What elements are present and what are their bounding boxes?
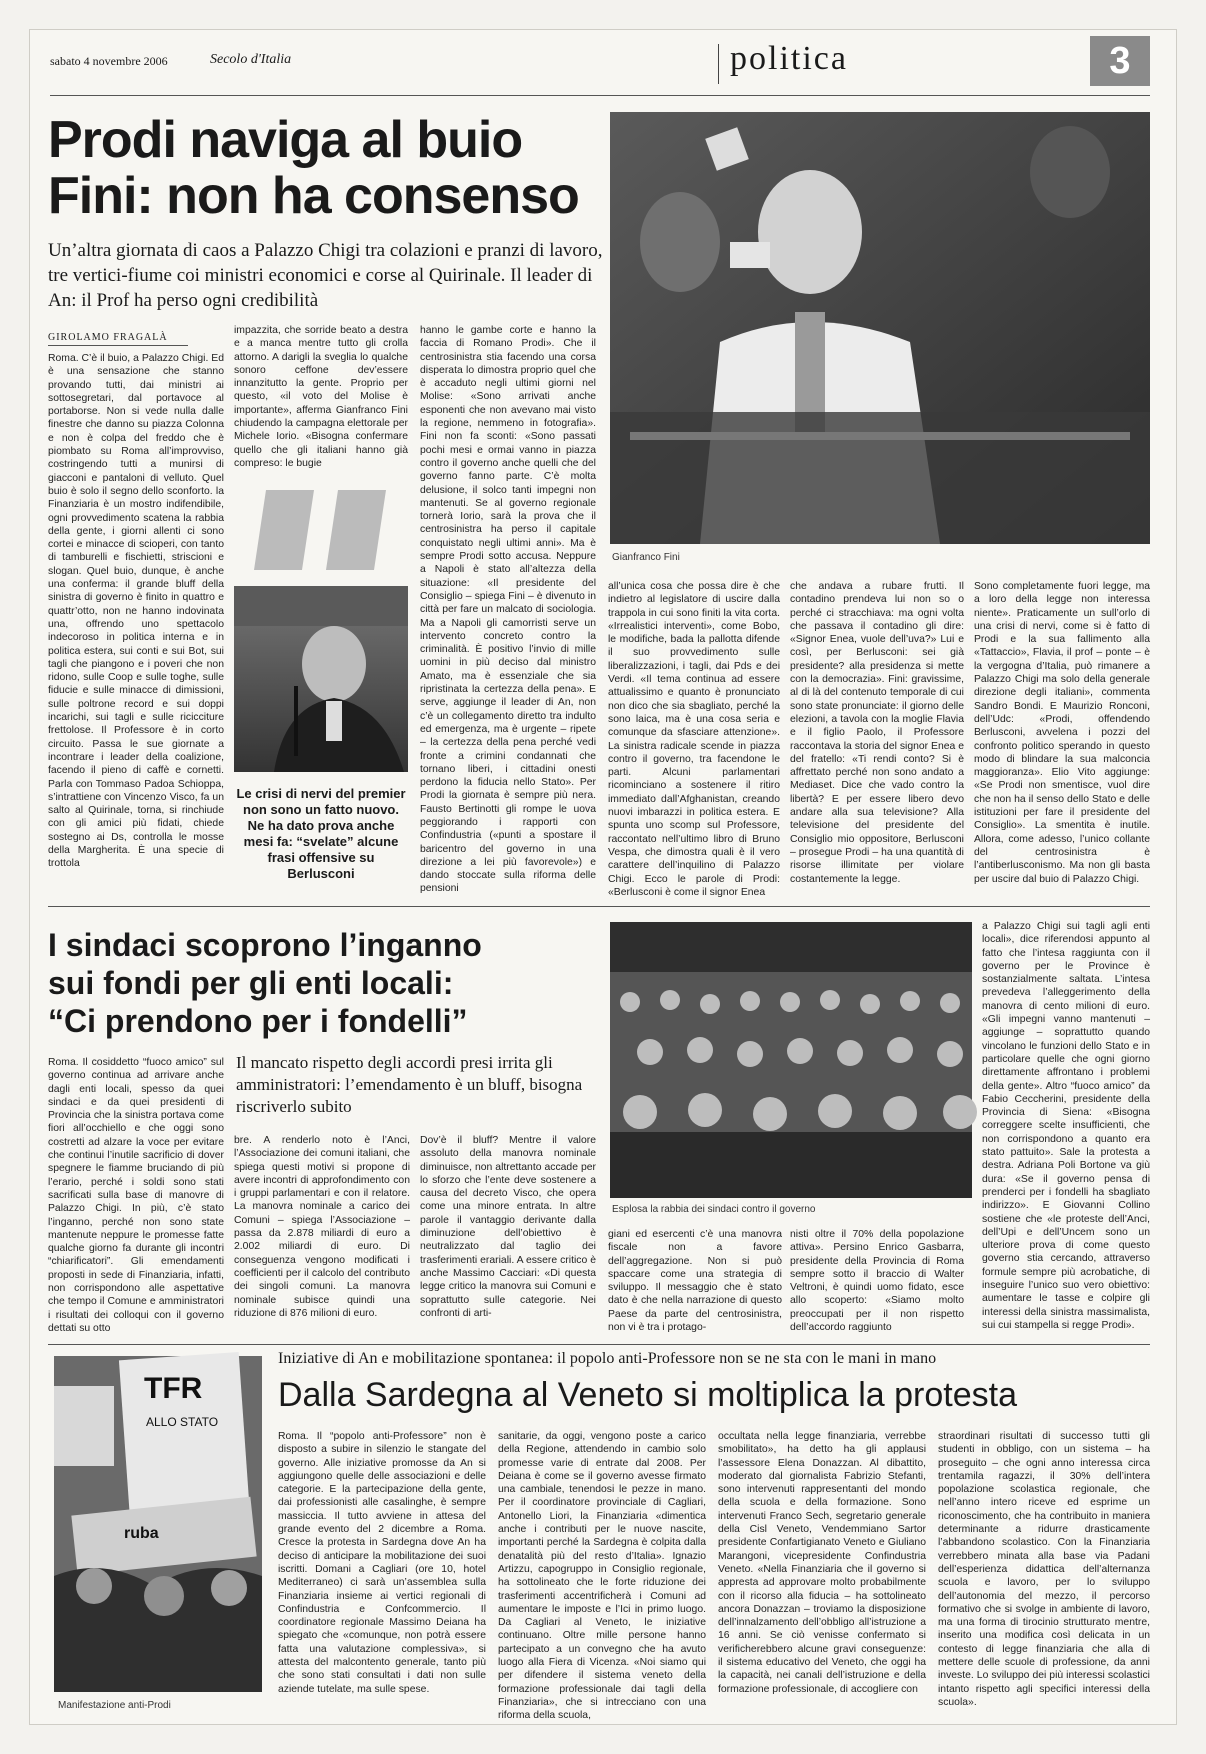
article3-column-3: occultata nella legge finanziaria, verrebbe smobilitato», ha detto ha gli applausi l’assessore Elena Donazzan. Al dibattito, moderato dal giornalista Fabrizio Stefanti, sono intervenuti rappresentanti del mondo della scuola e della formazione. Sono intervenuti Franco Sech, segretario generale della Cisl Veneto, Vendemmiano Sartor presidente Confartigianato Veneto e Giuliano Marangoni, vicepresidente Confindustria Veneto. «Nella Finanziaria che il governo si appresta ad approvare molto probabilmente con il ricorso alla fiducia – ha sottolineato ancora Donazzan – troviamo la disposizione dell’innalzamento dell’obbligo all’istruzione a 16 anni. Se ciò venisse confermato si verificherebbero alcune gravi conseguenze: il sistema educativo del Veneto, che oggi ha la capacità, nei canali dell’istruzione e della formazione professionale, di accogliere con [718, 1431, 926, 1695]
article1-byline: GIROLAMO FRAGALÀ [48, 332, 188, 346]
article1-headline-line1: Prodi naviga al buio [48, 111, 523, 169]
protest-banner-text: ruba [124, 1525, 159, 1542]
prodi-photo [234, 586, 408, 772]
article1-column-2: impazzita, che sorride beato a destra e a manca mentre tutto gli crolla attorno. A darigli la sveglia lo qualche sonoro ceffone dev’essere innanzitutto la gente. Proprio per questo, «il voto del Molise è importante», afferma Gianfranco Fini chiudendo la campagna elettorale per Michele Iorio. «Bisogna confermare quello che gli italiani hanno già compreso: le bugie [234, 325, 408, 469]
decorative-quote-marks [234, 486, 414, 590]
article2-column-1: Roma. Il cosiddetto “fuoco amico” sul governo continua ad arrivare anche dagli enti locali, spesso da quei sindaci e da quei presidenti di Provincia che la sinistra portava come fiori all’occhiello e che oggi sono costretti ad alzare la voce per evitare che continui l’inutile sacrificio di dover spegnere le fiamme bruciando di più l’erario, perché i soldi sono stati sacrificati sulla base di manovre di Palazzo Chigi. In più, c’è stato l’inganno, perché non sono state mantenute neppure le promesse fatte qualche giorno fa durante gli incontri “chiarificatori”. Gli emendamenti proposti in sede di Finanziaria, infatti, non corrispondono alle aspettative che tempo il Comune e amministratori i risultati dei colloqui con il governo dettati su otto [48, 1057, 224, 1334]
article1-column-3: hanno le gambe corte e hanno la faccia di Romano Prodi». Che il centrosinistra stia facendo una corsa disperata lo dimostra proprio quel che è accaduto negli ultimi giorni nel Molise: «Sono arrivati anche esponenti che non avevano mai visto la regione, nemmeno in fotografia». Fini non fa sconti: «Sono passati pochi mesi e ormai vanno in piazza contro il governo anche quelli che del governo fanno parte. C’è molta delusione, il solco tanti impegni non mantenuti. Se al governo regionale tornerà Iorio, sarà la prova che il centrosinistra ha perso il capitale conquistato negli ultimi anni». Ma è sempre Prodi sotto accusa. Neppure a Napoli è stato all’altezza della situazione: «Il presidente del Consiglio – spiega Fini – è divenuto in città per fare un malcato di sociologia. Ma a Napoli gli camorristi serve un intervento concreto contro la criminalità. È positivo l’invio di mille uomini in più deciso dal ministro Amato, ma è essenziale che sia ripristinata la certezza della pena». E serve, aggiunge il leader di An, non c’è un collegamento diretto tra indulto ed emergenza, ma è urgente – ripete – la certezza della pena perché vedi fronte a crimini condannati che tornano liberi, i cittadini onesti perdono la fiducia nello Stato». Per Prodi la giornata è sempre più nera. Fausto Bertinotti gli rompe le uova peggiorando i rapporti con Confindustria («punti a spostare il baricentro del governo in una direzione a lei più favorevole») e dando stoccate sulla riforma delle pensioni [420, 325, 596, 895]
article2-column-5: nisti oltre il 70% della popolazione attiva». Persino Enrico Gasbarra, presidente della Provincia di Roma sempre sotto il braccio di Walter Veltroni, è quindi uomo fidato, esce allo scoperto: «Siamo molto preoccupati per il non rispetto dell’accordo raggiunto [790, 1229, 964, 1334]
issue-date: sabato 4 novembre 2006 [50, 54, 168, 68]
article1-column-4: all’unica cosa che possa dire è che indietro al legislatore di uscire dalla trappola in cui sono finiti la vita corta. «Irrealistici interventi», come Bobo, le modifiche, bada la pallotta difende il suo provvedimento sulle liberalizzazioni, i tagli, dai Pds e dei Verdi. «Il tema continua ad essere attualissimo e quanto è pronunciato non dico che sia sbagliato, perché la sono laica, ma è una cosa seria e comunque da sfasciare attenzione». La sinistra radicale scende in piazza contro il governo, tra facendone le parti. Alcuni parlamentari ricominciano a sostenere il ritiro immediato dall’Afghanistan, creando nuovi imbarazzi in politica estera. E spunta uno scomp sul Professore, raccontato nell’ultimo libro di Bruno Vespa, che dimostra quali è il vero carattere dell’inquilino di Palazzo Chigi. Ecco le parole di Prodi: «Berlusconi è come il signor Enea [608, 581, 780, 898]
article3-column-4: straordinari risultati di successo tutti gli studenti in obbligo, con un sistema – ha proseguito – che ogni anno interessa circa trentamila ragazzi, il 30% dell’intera popolazione scolastica regionale, che nell’anno intero riceve ed esprime un riconoscimento, che ha contribuito in maniera determinante a ridurre drasticamente l’abbandono scolastico. Con la Finanziaria verrebbero minata alla base via Padani dell’esperienza didattica dell’alternanza scuola e lavoro, per lo sviluppo dell’autonomia del mezzo, il percorso formativo che si svolge in ambiente di lavoro, ma una forma di tirocinio strutturato mentre, inserito una modifica così delicata in un contesto di legge finanziaria che alla di mettere delle scuole di professione, da anni investe. Lo sviluppo dei più interessi scolastici intanto rispetto agli specifici interessi della scuola». [938, 1431, 1150, 1708]
article2-column-6: a Palazzo Chigi sui tagli agli enti locali», dice riferendosi appunto al fatto che l’intesa raggiunta con il governo per le Province è sostanzialmente saltata. L’intesa prevedeva l’alleggerimento della manovra di cento milioni di euro. «Gli impegni vanno mantenuti – aggiunge – soprattutto quando vincolano le funzioni dello Stato e in particolare quelle che ogni giorno direttamente affrontano i problemi della gente». Altro “fuoco amico” da Fabio Ceccherini, presidente della Provincia di Siena: «Bisogna correggere scelte insufficienti, che non corrispondono a quanto era stato pattuito». Sale la protesta a destra. Adriana Poli Bortone va giù dura: «Se il governo pensa di prenderci per i fondelli ha sbagliato indirizzo». E Giovanni Collino sostiene che «le proteste dell’Anci, dell’Upi e dell’Uncem sono un ulteriore prova di come questo governo stia cercando, attraverso formule sempre più acrobatiche, di inseguire l’unico suo vero obiettivo: aumentare le tasse e colpire gli interessi della sinistra massimalista, sui cui stampella si regge Prodi». [982, 921, 1150, 1331]
fini-photo [610, 112, 1150, 544]
section-title: politica [730, 40, 848, 77]
masthead-rule [50, 95, 1150, 96]
article1-column-1: Roma. C’è il buio, a Palazzo Chigi. Ed è una sensazione che stanno provando tutti, dai ministri ai sottosegretari, dal portavoce al portaborse. Non si vede nulla dalle finestre che danno su piazza Colonna e non è colpa del freddo che è piombato su Roma all’improvviso, costringendo tutti a munirsi di giacconi e pantaloni di velluto. Quel buio è solo il segno dello sconforto. la Finanziaria è un mostro indifendibile, ogni provvedimento scatena la rabbia della gente, i giorni allenti ci sono cortei e minacce di scioperi, con tanto di tamburelli e fischietti, striscioni e slogan. Quel buio, dunque, è anche una conferma: il grande bluff della sinistra di governo è finito in quattro e quattr’otto, non ne hanno indovinata una, offrendo uno spettacolo indecoroso in politica interna e in politica estera, sui conti e sui Bot, sui tagli che piangono e i poveri che non ridono, sulle Coop e sulle toghe, sulle fiducie e sulle minacce di dimissioni, sulle poltrone record e sui doppi incarichi, sui tagli e sulle ricicciture frettolose. Il Professore è in corto circuito. Passa le sue giornate a incontrare i leader della coalizione, facendo il pieno di caffè e cornetti. Parla con Tommaso Padoa Schioppa, s’intrattiene con Vincenzo Visco, fa un salto al Quirinale, torna, si rinchiude con gli amici più fidati, chiede sostegno ai Ds, controlla le mosse della Margherita. È una specie di trottola [48, 353, 224, 870]
article1-deck: Un’altra giornata di caos a Palazzo Chigi tra colazioni e pranzi di lavoro, tre vertici-fiume coi ministri economici e corse al Quirinale. Il leader di An: il Prof ha perso ogni credibilità [48, 240, 603, 311]
article2-headline-line3: “Ci prendono per i fondelli” [48, 1003, 468, 1039]
article3-headline: Dalla Sardegna al Veneto si moltiplica la protesta [278, 1376, 1017, 1414]
article1-column-6: Sono completamente fuori legge, ma a loro della legge non interessa niente». Praticamente un sull’orlo di una crisi di nervi, come si è fatto di Prodi e la sua fallimento alla «Tattaccio», Flavia, il prof – ponte – è la vergogna d’Italia, può rimanere a Palazzo Chigi ma solo della generale direzione degli italiani», commenta Sandro Bondi. E Maurizio Ronconi, dell’Udc: «Prodi, offendendo Berlusconi, avvelena i pozzi del confronto politico sperando in questo modo di blindare la sua malconcia maggioranza». Elio Vito aggiunge: «Se Prodi non smentisce, vuol dire che non ha il senso dello Stato e delle istituzioni per fare il presidente del Consiglio». La smentita è inutile. Allora, come adesso, l’unico collante del centrosinistra è l’antiberlusconismo. Ma non gli basta per uscire dal buio di Palazzo Chigi. [974, 581, 1150, 885]
article3-kicker: Iniziative di An e mobilitazione spontanea: il popolo anti-Professore non se ne sta con le mani in mano [278, 1350, 937, 1367]
article2-headline-line1: I sindaci scoprono l’inganno [48, 927, 482, 963]
article1-headline-line2: Fini: non ha consenso [48, 167, 579, 225]
quote-mark-icon [326, 490, 386, 570]
article2-column-4: giani ed esercenti c’è una manovra fiscale non a favore dell’aggregazione. Non si può spaccare come una strategia di sviluppo. Il messaggio che è stato dato è che nella narrazione di questo Paese da parte del centrosinistra, non vi è tra i protago- [608, 1229, 782, 1334]
protest-photo-caption: Manifestazione anti-Prodi [58, 1700, 171, 1711]
protest-sign-text2: ALLO STATO [146, 1415, 219, 1429]
article1-pull-quote: Le crisi di nervi del premier non sono un fatto nuovo. Ne ha dato prova anche mesi fa: “svelate” alcune frasi offensive su Berlusconi [236, 786, 406, 881]
masthead [50, 40, 1150, 90]
sindaci-photo-caption: Esplosa la rabbia dei sindaci contro il governo [612, 1204, 816, 1215]
paper-name: Secolo d'Italia [210, 52, 292, 67]
article3-column-1: Roma. Il “popolo anti-Professore” non è disposto a subire in silenzio le stangate del governo. Alle iniziative promosse da An si aggiungono quelle delle associazioni e delle categorie. E la partecipazione della gente, dai professionisti alle casalinghe, è sempre massiccia. Il tutto avviene in attesa del grande evento del 2 dicembre a Roma. Cresce la protesta in Sardegna dove An ha deciso di anticipare la mobilitazione dei suoi iscritti. Domani a Cagliari (ore 10, hotel Mediterraneo) ci sarà un’assemblea sulla Finanziaria insieme ai vertici regionali di Confindustria e Confcommercio. Il coordinatore regionale Massimo Deiana ha spiegato che «comunque, non potrà essere fatta una valutazione complessiva», si attesta del malcontento generale, tanto più che sono stati consultati i dati non sulle aziende tutelate, ma sulle spese. [278, 1431, 486, 1695]
article2-headline-line2: sui fondi per gli enti locali: [48, 965, 454, 1001]
protest-photo [54, 1356, 262, 1692]
page-number: 3 [1090, 36, 1150, 86]
masthead-divider [718, 44, 719, 84]
protest-sign-text: TFR [144, 1372, 203, 1405]
article3-column-2: sanitarie, da oggi, vengono poste a carico della Regione, attendendo in cambio solo promesse varie di entrate dal 2008. Per Deiana è come se il governo avesse firmato una cambiale, tenendosi le pezze in mano. Per il coordinatore provinciale di Cagliari, Antonello Liori, la Finanziaria «dimentica anche i contributi per le nuove nascite, importanti perché la Sardegna è colpita dalla denatalità più del resto d’Italia». Ignazio Artizzu, capogruppo in Consiglio regionale, ha sottolineato che le forte riduzione dei trasferimenti accentrificherà i Comuni ad aumentare le imposte e l’Ici in primo luogo. Da Cagliari al Veneto, le iniziative continuano. Oltre mille persone hanno partecipato a un convegno che ha avuto luogo alla Fiera di Vicenza. «Noi siamo qui per difendere il sistema veneto della formazione professionale dai tagli della Finanziaria», che si intrecciano con una riforma della scuola, [498, 1431, 706, 1722]
article1-headline [48, 112, 608, 224]
fini-photo-caption: Gianfranco Fini [612, 552, 680, 563]
article2-deck: Il mancato rispetto degli accordi presi irrita gli amministratori: l’emendamento è un bluff, bisogna riscriverlo subito [236, 1053, 583, 1116]
article1-column-5: che andava a rubare frutti. Il contadino prendeva lui non so o perché ci stracchiava: ma ogni volta che passava il contadino gli dire: «Signor Enea, vuole dell’uva?» Lui e così, per Berlusconi: sei già presidente? alla presidenza si mette con la democrazia». Fini: gravissime, al di là del contenuto temporale di cui sono state pronunciate: il giorno delle elezioni, a tavola con la moglie Flavia e il figlio Paolo, il Professore raccontava la storia del signor Enea e del fratello: «Ti rendi conto? Si è affrettato perché non sono andato a Mediaset. Dice che vado contro la libertà? E per essere libero devo andare alla sua televisione? Alla televisione del presidente del Consiglio mio oppositore, Berlusconi – prosegue Prodi – ha una quantità di risorse illimitate per violare costantemente la legge. [790, 581, 964, 885]
article-divider [48, 906, 1150, 907]
article2-column-3: Dov’è il bluff? Mentre il valore assoluto della manovra nominale diminuisce, non altrettanto accade per lo sforzo che l’ente deve sostenere a causa del decreto Visco, che opera come una minore entrata. In altre parole il vantaggio derivante dalla diminuzione dell’obiettivo è neutralizzato dal taglio dei trasferimenti erariali. A essere critico è anche Massimo Cacciari: «Di questa legge critico la manovra sui Comuni e soprattutto sulle categorie. Nei confronti di arti- [420, 1135, 596, 1319]
article2-column-2: bre. A renderlo noto è l’Anci, l’Associazione dei comuni italiani, che spiega questi motivi si propone di avere incontri di approfondimento con i gruppi parlamentari e con il relatore. La manovra nominale a carico dei Comuni – spiega l’Associazione – passa da 2.878 miliardi di euro a 2.002 miliardi di euro. Di conseguenza vengono modificati i coefficienti per il calcolo del contributo dei singoli comuni. La manovra nominale subisce quindi una riduzione di 876 milioni di euro. [234, 1135, 410, 1319]
sindaci-photo [610, 922, 972, 1198]
quote-mark-icon [254, 490, 314, 570]
article-divider [48, 1344, 1150, 1345]
article2-headline [48, 926, 608, 1040]
